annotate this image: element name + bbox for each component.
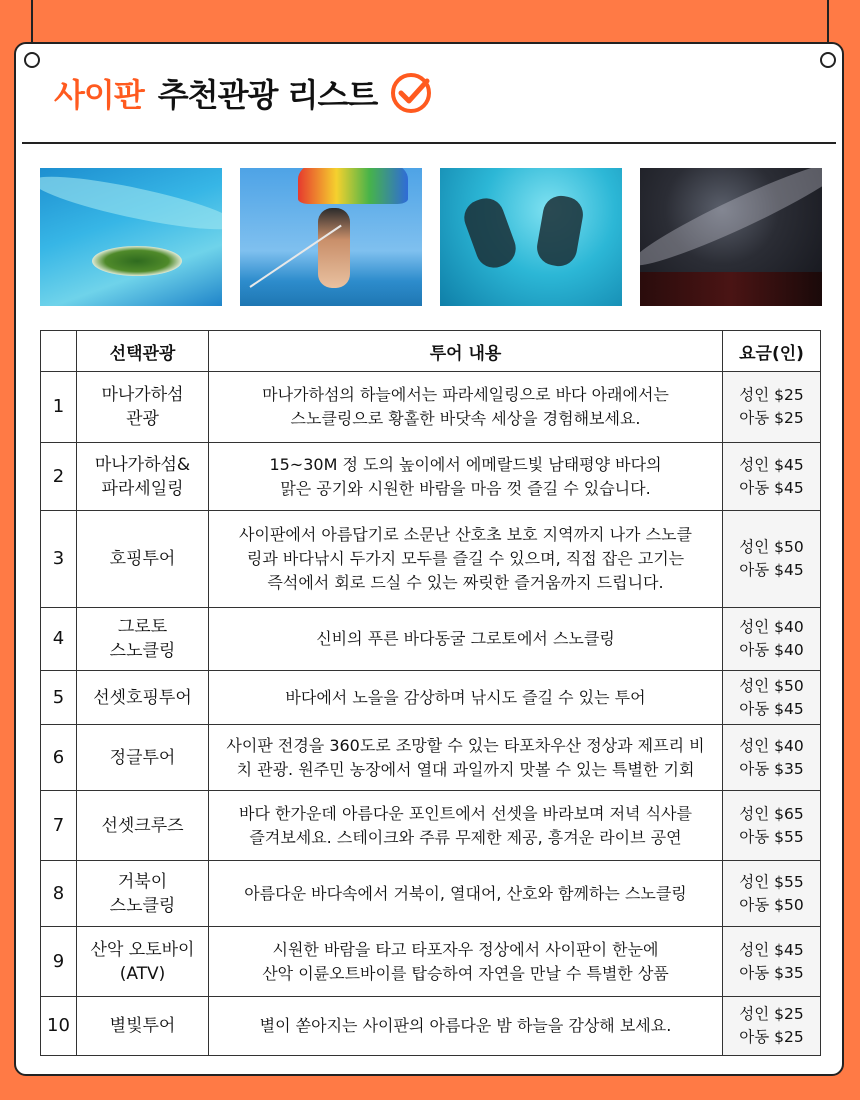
header-content: 투어 내용 — [209, 331, 723, 372]
table-row — [41, 443, 821, 511]
table-header-row — [41, 331, 821, 372]
tour-description: 시원한 바람을 타고 타포자우 정상에서 사이판이 한눈에 산악 이륜오트바이를 탑승하여 자연을 만날 수 특별한 상품 — [209, 927, 723, 997]
parasailing-photo — [240, 168, 422, 306]
tour-description: 별이 쏟아지는 사이판의 아름다운 밤 하늘을 감상해 보세요. — [209, 997, 723, 1056]
scuba-photo — [440, 168, 622, 306]
row-number: 9 — [41, 927, 77, 997]
pin-icon — [24, 52, 40, 68]
table-row — [41, 608, 821, 671]
tour-name: 거북이 스노클링 — [77, 861, 209, 927]
tour-name: 마나가하섬& 파라세일링 — [77, 443, 209, 511]
tour-description: 마나가하섬의 하늘에서는 파라세일링으로 바다 아래에서는 스노클링으로 황홀한 바닷속 세상을 경험해보세요. — [209, 372, 723, 443]
row-number: 7 — [41, 791, 77, 861]
table-row — [41, 927, 821, 997]
tour-name: 산악 오토바이 (ATV) — [77, 927, 209, 997]
title-accent: 사이판 — [54, 76, 144, 114]
tour-price: 성인 $65 아동 $55 — [723, 791, 821, 861]
header-no — [41, 331, 77, 372]
tour-price: 성인 $25 아동 $25 — [723, 372, 821, 443]
tour-table — [40, 330, 821, 1056]
table-row — [41, 671, 821, 725]
table-row — [41, 511, 821, 608]
row-number: 2 — [41, 443, 77, 511]
checkmark-icon — [389, 71, 433, 115]
table-row — [41, 725, 821, 791]
tour-description: 신비의 푸른 바다동굴 그로토에서 스노클링 — [209, 608, 723, 671]
row-number: 4 — [41, 608, 77, 671]
title-rest: 추천관광 리스트 — [157, 76, 378, 114]
row-number: 3 — [41, 511, 77, 608]
tour-description: 바다에서 노을을 감상하며 낚시도 즐길 수 있는 투어 — [209, 671, 723, 725]
photo-strip — [40, 168, 822, 306]
tour-name: 별빛투어 — [77, 997, 209, 1056]
row-number: 8 — [41, 861, 77, 927]
header-tour: 선택관광 — [77, 331, 209, 372]
tour-name: 그로토 스노클링 — [77, 608, 209, 671]
tour-price: 성인 $50 아동 $45 — [723, 511, 821, 608]
tour-price: 성인 $50 아동 $45 — [723, 671, 821, 725]
island-photo — [40, 168, 222, 306]
tour-description: 아름다운 바다속에서 거북이, 열대어, 산호와 함께하는 스노클링 — [209, 861, 723, 927]
tour-description: 사이판 전경을 360도로 조망할 수 있는 타포차우산 정상과 제프리 비 치 관광. 원주민 농장에서 열대 과일까지 맛볼 수 있는 특별한 기회 — [209, 725, 723, 791]
header-price: 요금(인) — [723, 331, 821, 372]
tour-price: 성인 $40 아동 $35 — [723, 725, 821, 791]
row-number: 6 — [41, 725, 77, 791]
pin-icon — [820, 52, 836, 68]
row-number: 1 — [41, 372, 77, 443]
night-sky-photo — [640, 168, 822, 306]
tour-price: 성인 $25 아동 $25 — [723, 997, 821, 1056]
table-row — [41, 791, 821, 861]
tour-price: 성인 $45 아동 $45 — [723, 443, 821, 511]
tour-name: 선셋크루즈 — [77, 791, 209, 861]
tour-price: 성인 $45 아동 $35 — [723, 927, 821, 997]
tour-price: 성인 $55 아동 $50 — [723, 861, 821, 927]
row-number: 5 — [41, 671, 77, 725]
tour-name: 마나가하섬 관광 — [77, 372, 209, 443]
tour-price: 성인 $40 아동 $40 — [723, 608, 821, 671]
table-row — [41, 861, 821, 927]
tour-description: 사이판에서 아름답기로 소문난 산호초 보호 지역까지 나가 스노클 링과 바다낚시 두가지 모두를 즐길 수 있으며, 직접 잡은 고기는 즉석에서 회로 드실 수 있는 짜릿한 즐거움까지 드립니다. — [209, 511, 723, 608]
table-row — [41, 997, 821, 1056]
row-number: 10 — [41, 997, 77, 1056]
tour-name: 호핑투어 — [77, 511, 209, 608]
tour-name: 선셋호핑투어 — [77, 671, 209, 725]
tour-description: 바다 한가운데 아름다운 포인트에서 선셋을 바라보며 저녁 식사를 즐겨보세요. 스테이크와 주류 무제한 제공, 흥겨운 라이브 공연 — [209, 791, 723, 861]
page-title — [54, 68, 433, 118]
list-card — [14, 42, 844, 1076]
tour-name: 정글투어 — [77, 725, 209, 791]
tour-description: 15~30M 정 도의 높이에서 에메랄드빛 남태평양 바다의 맑은 공기와 시원한 바람을 마음 껏 즐길 수 있습니다. — [209, 443, 723, 511]
table-row — [41, 372, 821, 443]
title-divider — [22, 142, 836, 144]
